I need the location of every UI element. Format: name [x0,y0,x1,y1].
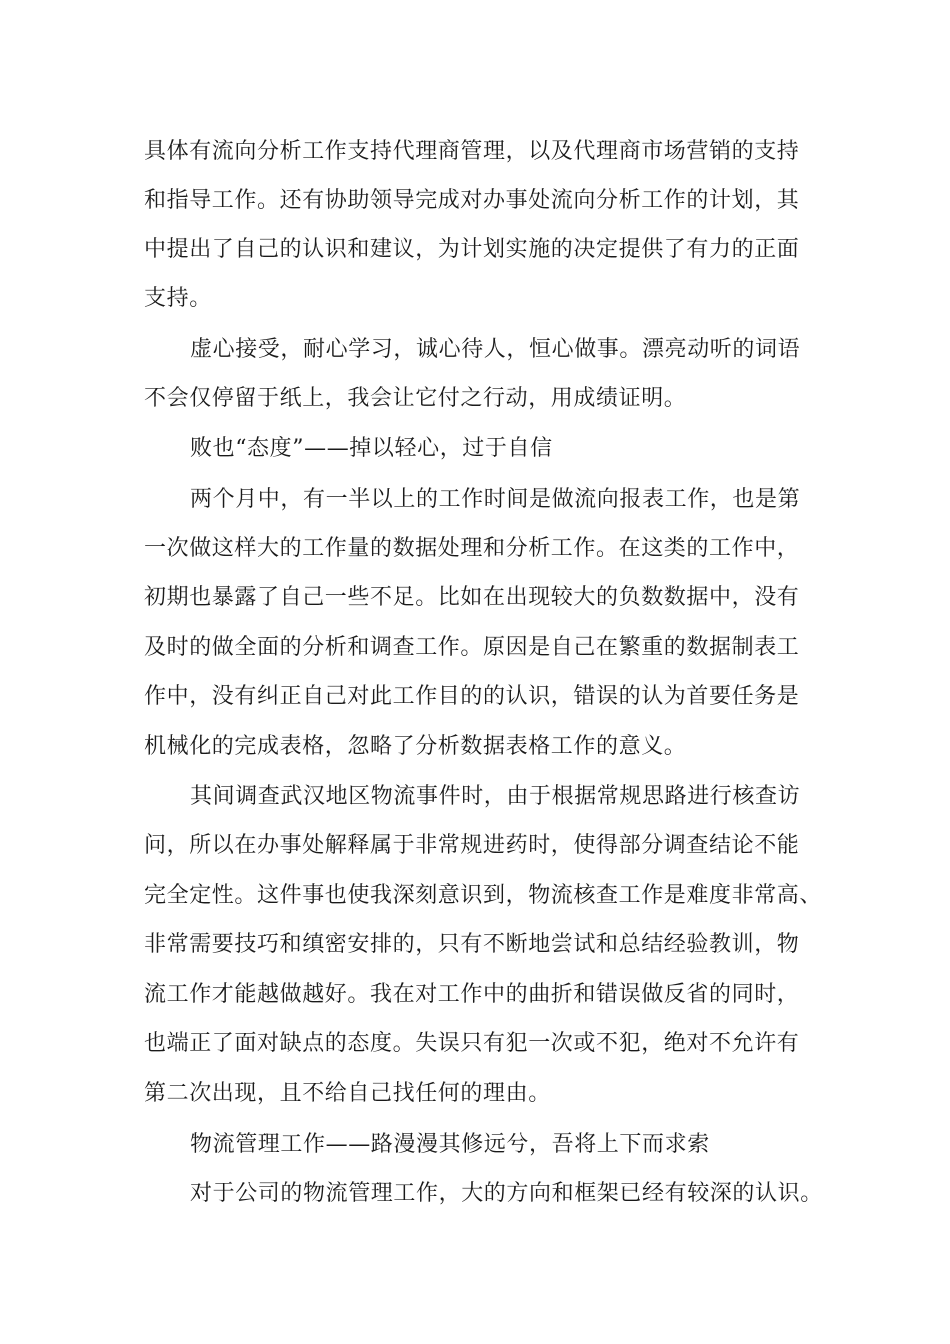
paragraph-first-line: 两个月中，有一半以上的工作时间是做流向报表工作，也是第 [190,487,801,512]
text-line: 一次做这样大的工作量的数据处理和分析工作。在这类的工作中， [144,536,800,561]
text-line: 支持。 [144,286,212,311]
text-line: 问，所以在办事处解释属于非常规进药时，使得部分调查结论不能 [144,833,800,858]
paragraph-first-line: 其间调查武汉地区物流事件时，由于根据常规思路进行核查访 [190,784,801,809]
text-line: 不会仅停留于纸上，我会让它付之行动，用成绩证明。 [144,386,687,411]
paragraph-first-line: 对于公司的物流管理工作，大的方向和框架已经有较深的认识。 [190,1181,823,1206]
text-line: 具体有流向分析工作支持代理商管理，以及代理商市场营销的支持 [144,139,800,164]
text-line: 完全定性。这件事也使我深刻意识到，物流核查工作是难度非常高、 [144,883,823,908]
text-line: 及时的做全面的分析和调查工作。原因是自己在繁重的数据制表工 [144,635,800,660]
text-line: 也端正了面对缺点的态度。失误只有犯一次或不犯，绝对不允许有 [144,1031,800,1056]
paragraph-first-line: 虚心接受，耐心学习，诚心待人，恒心做事。漂亮动听的词语 [190,337,801,362]
text-line: 第二次出现，且不给自己找任何的理由。 [144,1081,551,1106]
section-heading: 败也“态度”——掉以轻心，过于自信 [190,436,553,461]
text-line: 非常需要技巧和缜密安排的，只有不断地尝试和总结经验教训，物 [144,932,800,957]
text-line: 中提出了自己的认识和建议，为计划实施的决定提供了有力的正面 [144,237,800,262]
text-line: 作中，没有纠正自己对此工作目的的认识，错误的认为首要任务是 [144,684,800,709]
text-line: 和指导工作。还有协助领导完成对办事处流向分析工作的计划，其 [144,188,800,213]
section-heading: 物流管理工作——路漫漫其修远兮，吾将上下而求索 [190,1132,710,1157]
text-line: 机械化的完成表格，忽略了分析数据表格工作的意义。 [144,734,687,759]
text-line: 初期也暴露了自己一些不足。比如在出现较大的负数数据中，没有 [144,585,800,610]
text-line: 流工作才能越做越好。我在对工作中的曲折和错误做反省的同时， [144,982,800,1007]
